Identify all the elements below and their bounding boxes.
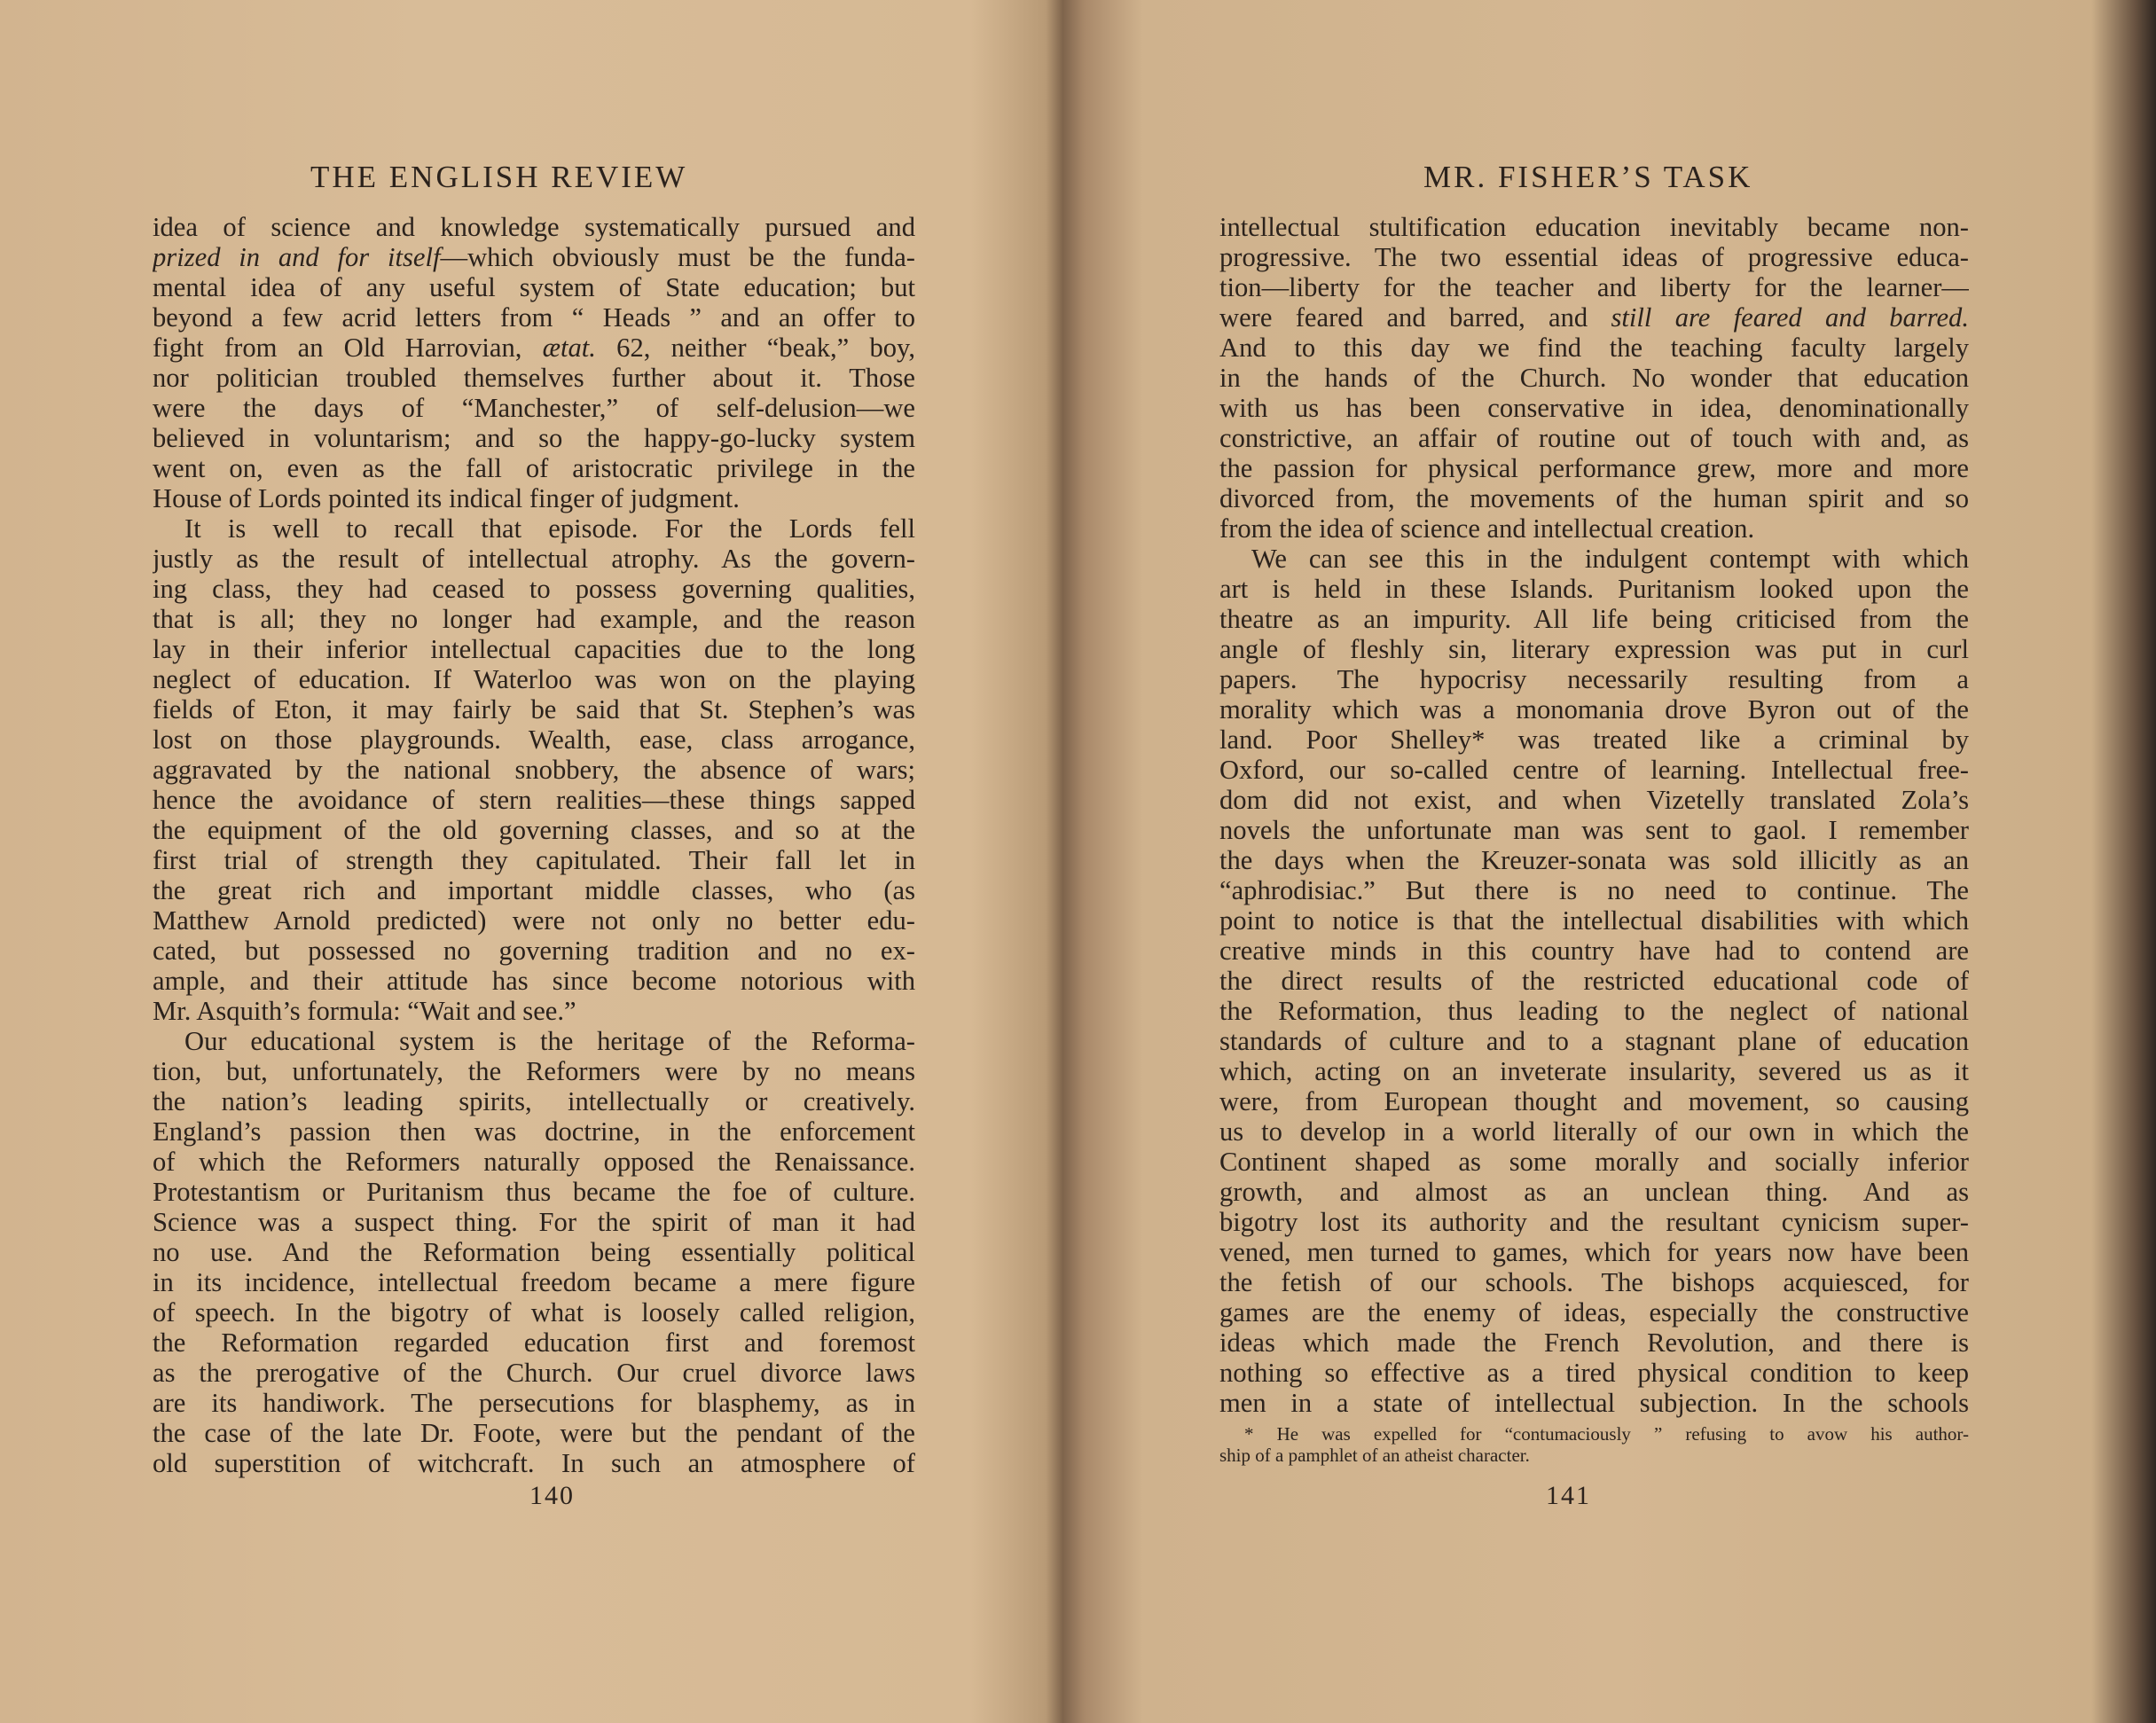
text-line: cated, but possessed no governing tradition and no ex- bbox=[153, 936, 915, 966]
text-line: the nation’s leading spirits, intellectually or creatively. bbox=[153, 1086, 915, 1116]
left-page-body bbox=[153, 212, 915, 1478]
text-line: growth, and almost as an unclean thing. And as bbox=[1219, 1177, 1969, 1207]
text-line: papers. The hypocrisy necessarily resulting from a bbox=[1219, 664, 1969, 694]
text-line: nothing so effective as a tired physical condition to keep bbox=[1219, 1358, 1969, 1388]
page-number-right: 141 bbox=[1546, 1481, 1591, 1510]
text-line: justly as the result of intellectual atrophy. As the govern- bbox=[153, 544, 915, 574]
text-line: Our educational system is the heritage of the Reforma- bbox=[184, 1026, 915, 1056]
text-line: progressive. The two essential ideas of progressive educa- bbox=[1219, 242, 1969, 272]
text-line: point to notice is that the intellectual disabilities with which bbox=[1219, 905, 1969, 936]
text-line: “aphrodisiac.” But there is no need to continue. The bbox=[1219, 875, 1969, 905]
text-line: the fetish of our schools. The bishops acquiesced, for bbox=[1219, 1267, 1969, 1297]
text-line: are its handiwork. The persecutions for blasphemy, as in bbox=[153, 1388, 915, 1418]
text-line: which, acting on an inveterate insularity, severed us as it bbox=[1219, 1056, 1969, 1086]
text-line bbox=[153, 333, 915, 363]
text-line: nor politician troubled themselves further about it. Those bbox=[153, 363, 915, 393]
text-line: Science was a suspect thing. For the spirit of man it had bbox=[153, 1207, 915, 1237]
text-line: morality which was a monomania drove Byron out of the bbox=[1219, 694, 1969, 724]
left-page bbox=[0, 0, 1060, 1723]
text-line: And to this day we find the teaching faculty largely bbox=[1219, 333, 1969, 363]
text-line: games are the enemy of ideas, especially the constructive bbox=[1219, 1297, 1969, 1327]
text-line: creative minds in this country have had to contend are bbox=[1219, 936, 1969, 966]
text-line: of which the Reformers naturally opposed the Renaissance. bbox=[153, 1147, 915, 1177]
text-line: the great rich and important middle classes, who (as bbox=[153, 875, 915, 905]
text-line: the Reformation, thus leading to the neglect of national bbox=[1219, 996, 1969, 1026]
text-fragment: fight from an Old Harrovian, bbox=[153, 333, 543, 363]
text-line: angle of fleshly sin, literary expression was put in curl bbox=[1219, 634, 1969, 664]
text-line: idea of science and knowledge systematically pursued and bbox=[153, 212, 915, 242]
right-page bbox=[1060, 0, 2156, 1723]
text-fragment: were feared and barred, and bbox=[1219, 302, 1611, 333]
text-line: lost on those playgrounds. Wealth, ease, class arrogance, bbox=[153, 724, 915, 755]
text-line: We can see this in the indulgent contempt with which bbox=[1251, 544, 1969, 574]
text-line: the days when the Kreuzer-sonata was sold illicitly as an bbox=[1219, 845, 1969, 875]
text-line: were, from European thought and movement, so causing bbox=[1219, 1086, 1969, 1116]
text-line: the case of the late Dr. Foote, were but the pendant of the bbox=[153, 1418, 915, 1448]
footnote-line: ship of a pamphlet of an atheist character. bbox=[1219, 1445, 1530, 1466]
text-line: aggravated by the national snobbery, the absence of wars; bbox=[153, 755, 915, 785]
text-line: neglect of education. If Waterloo was won on the playing bbox=[153, 664, 915, 694]
text-line bbox=[153, 242, 915, 272]
text-line: tion—liberty for the teacher and liberty for the learner— bbox=[1219, 272, 1969, 302]
running-head-left: THE ENGLISH REVIEW bbox=[310, 160, 688, 194]
text-line: It is well to recall that episode. For the Lords fell bbox=[184, 513, 915, 544]
text-line: lay in their inferior intellectual capacities due to the long bbox=[153, 634, 915, 664]
text-line: art is held in these Islands. Puritanism looked upon the bbox=[1219, 574, 1969, 604]
text-line: Continent shaped as some morally and socially inferior bbox=[1219, 1147, 1969, 1177]
text-line: dom did not exist, and when Vizetelly translated Zola’s bbox=[1219, 785, 1969, 815]
italic-phrase: still are feared and barred. bbox=[1611, 302, 1969, 333]
text-line: the passion for physical performance grew, more and more bbox=[1219, 453, 1969, 483]
page-number-left: 140 bbox=[529, 1481, 575, 1510]
text-line: House of Lords pointed its indical finger of judgment. bbox=[153, 483, 740, 513]
text-line: men in a state of intellectual subjection. In the schools bbox=[1219, 1388, 1969, 1418]
text-line: with us has been conservative in idea, denominationally bbox=[1219, 393, 1969, 423]
text-line: as the prerogative of the Church. Our cruel divorce laws bbox=[153, 1358, 915, 1388]
text-line: Matthew Arnold predicted) were not only no better edu- bbox=[153, 905, 915, 936]
text-fragment: 62, neither “beak,” boy, bbox=[595, 333, 915, 363]
text-line: ideas which made the French Revolution, and there is bbox=[1219, 1327, 1969, 1358]
text-line: vened, men turned to games, which for years now have been bbox=[1219, 1237, 1969, 1267]
text-line: England’s passion then was doctrine, in the enforcement bbox=[153, 1116, 915, 1147]
text-line: tion, but, unfortunately, the Reformers were by no means bbox=[153, 1056, 915, 1086]
text-line: old superstition of witchcraft. In such an atmosphere of bbox=[153, 1448, 915, 1478]
text-line: of speech. In the bigotry of what is loosely called religion, bbox=[153, 1297, 915, 1327]
text-line: intellectual stultification education inevitably became non- bbox=[1219, 212, 1969, 242]
text-line: were the days of “Manchester,” of self-delusion—we bbox=[153, 393, 915, 423]
text-line: standards of culture and to a stagnant plane of education bbox=[1219, 1026, 1969, 1056]
text-line: land. Poor Shelley* was treated like a criminal by bbox=[1219, 724, 1969, 755]
text-line bbox=[1219, 302, 1969, 333]
running-head-right: MR. FISHER’S TASK bbox=[1423, 160, 1753, 194]
text-line: us to develop in a world literally of our own in which the bbox=[1219, 1116, 1969, 1147]
italic-phrase: ætat. bbox=[542, 333, 596, 363]
text-line: bigotry lost its authority and the resultant cynicism super- bbox=[1219, 1207, 1969, 1237]
text-line: Oxford, our so-called centre of learning. Intellectual free- bbox=[1219, 755, 1969, 785]
text-line: went on, even as the fall of aristocratic privilege in the bbox=[153, 453, 915, 483]
footnote bbox=[1219, 1423, 1969, 1466]
text-line: the Reformation regarded education first and foremost bbox=[153, 1327, 915, 1358]
text-line: in the hands of the Church. No wonder that education bbox=[1219, 363, 1969, 393]
text-line: hence the avoidance of stern realities—these things sapped bbox=[153, 785, 915, 815]
text-line: fields of Eton, it may fairly be said that St. Stephen’s was bbox=[153, 694, 915, 724]
text-line: from the idea of science and intellectual creation. bbox=[1219, 513, 1755, 544]
text-line: in its incidence, intellectual freedom became a mere figure bbox=[153, 1267, 915, 1297]
text-line: divorced from, the movements of the human spirit and so bbox=[1219, 483, 1969, 513]
text-line: Mr. Asquith’s formula: “Wait and see.” bbox=[153, 996, 576, 1026]
text-line: theatre as an impurity. All life being criticised from the bbox=[1219, 604, 1969, 634]
text-line: no use. And the Reformation being essentially political bbox=[153, 1237, 915, 1267]
footnote-line: * He was expelled for “contumaciously ” refusing to avow his author- bbox=[1244, 1423, 1969, 1445]
text-line: that is all; they no longer had example, and the reason bbox=[153, 604, 915, 634]
text-line: believed in voluntarism; and so the happy-go-lucky system bbox=[153, 423, 915, 453]
text-line: the equipment of the old governing classes, and so at the bbox=[153, 815, 915, 845]
text-line: the direct results of the restricted educational code of bbox=[1219, 966, 1969, 996]
text-fragment: —which obviously must be the funda- bbox=[440, 242, 915, 272]
text-line: first trial of strength they capitulated. Their fall let in bbox=[153, 845, 915, 875]
text-line: novels the unfortunate man was sent to gaol. I remember bbox=[1219, 815, 1969, 845]
text-line: beyond a few acrid letters from “ Heads ” and an offer to bbox=[153, 302, 915, 333]
text-line: ing class, they had ceased to possess governing qualities, bbox=[153, 574, 915, 604]
text-line: constrictive, an affair of routine out of touch with and, as bbox=[1219, 423, 1969, 453]
right-page-body bbox=[1219, 212, 1969, 1418]
text-line: Protestantism or Puritanism thus became the foe of culture. bbox=[153, 1177, 915, 1207]
italic-phrase: prized in and for itself bbox=[153, 242, 441, 272]
text-line: mental idea of any useful system of State education; but bbox=[153, 272, 915, 302]
text-line: ample, and their attitude has since become notorious with bbox=[153, 966, 915, 996]
